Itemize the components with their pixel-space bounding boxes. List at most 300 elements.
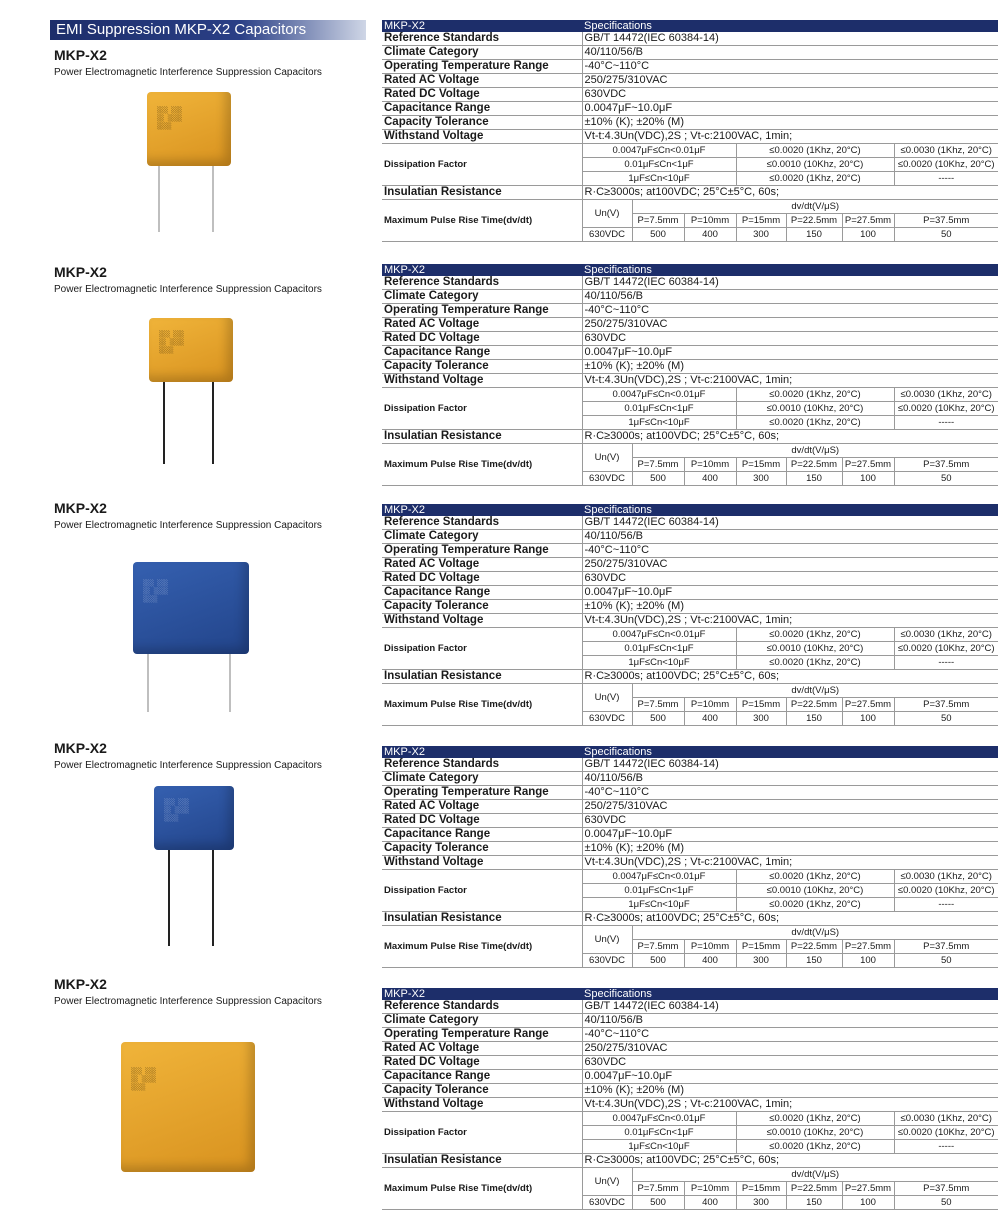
dvdt-value: 300 (736, 954, 786, 968)
pitch-cell: P=37.5mm (894, 698, 998, 712)
spec-label: Reference Standards (382, 32, 582, 46)
dvdt-value: 100 (842, 712, 894, 726)
pitch-cell: P=7.5mm (632, 698, 684, 712)
spec-row (382, 572, 998, 586)
spec-label: Maximum Pulse Rise Time(dv/dt) (382, 200, 582, 242)
un-label: Un(V) (582, 1168, 632, 1196)
pitch-cell: P=7.5mm (632, 214, 684, 228)
pitch-cell: P=15mm (736, 214, 786, 228)
df-value-alt: ≤0.0020 (10Khz, 20°C) (894, 884, 998, 898)
spec-row (382, 1014, 998, 1028)
product-heading (54, 264, 364, 296)
spec-value: 250/275/310VAC (582, 1042, 998, 1056)
product-heading (54, 47, 364, 79)
spec-value: 0.0047μF~10.0μF (582, 346, 998, 360)
spec-row (382, 74, 998, 88)
dvdt-value: 50 (894, 228, 998, 242)
spec-value: GB/T 14472(IEC 60384-14) (582, 276, 998, 290)
spec-value: 0.0047μF~10.0μF (582, 102, 998, 116)
spec-row (382, 130, 998, 144)
dvdt-value: 150 (786, 472, 842, 486)
spec-value: 0.0047μF~10.0μF (582, 586, 998, 600)
pitch-cell: P=27.5mm (842, 698, 894, 712)
un-label: Un(V) (582, 200, 632, 228)
spec-value: Vt-t:4.3Un(VDC),2S ; Vt-c:2100VAC, 1min; (582, 856, 998, 870)
product-heading (54, 500, 364, 532)
table-header (382, 988, 998, 1000)
pitch-cell: P=37.5mm (894, 214, 998, 228)
df-value: ≤0.0010 (10Khz, 20°C) (736, 1126, 894, 1140)
spec-label: Capacitance Range (382, 346, 582, 360)
df-value-alt: ----- (894, 656, 998, 670)
spec-row (382, 1042, 998, 1056)
spec-value: ±10% (K); ±20% (M) (582, 600, 998, 614)
capacitor-marking: ░░░ ░░░ ░░ ░░░░ ░░░░ (131, 1068, 157, 1091)
dvdt-label: dv/dt(V/μS) (632, 684, 998, 698)
spec-label: Rated AC Voltage (382, 318, 582, 332)
dvdt-value: 500 (632, 1196, 684, 1210)
spec-label: Climate Category (382, 772, 582, 786)
capacitor-lead (147, 652, 149, 712)
capacitor-marking: ░░░ ░░░ ░░ ░░░░ ░░░░ (159, 331, 185, 354)
dvdt-value: 150 (786, 712, 842, 726)
spec-value: 40/110/56/B (582, 46, 998, 60)
df-range: 0.01μF≤Cn<1μF (582, 642, 736, 656)
spec-label: Capacity Tolerance (382, 1084, 582, 1098)
spec-table (382, 264, 998, 486)
spec-row (382, 856, 998, 870)
spec-row (382, 842, 998, 856)
un-value: 630VDC (582, 228, 632, 242)
spec-label: Operating Temperature Range (382, 60, 582, 74)
df-value: ≤0.0020 (1Khz, 20°C) (736, 1140, 894, 1154)
spec-label: Reference Standards (382, 276, 582, 290)
spec-row (382, 786, 998, 800)
pitch-cell: P=22.5mm (786, 1182, 842, 1196)
pitch-cell: P=37.5mm (894, 1182, 998, 1196)
capacitor-marking: ░░░ ░░░ ░░ ░░░░ ░░░░ (143, 580, 169, 603)
spec-row (382, 758, 998, 772)
spec-label: Capacity Tolerance (382, 842, 582, 856)
spec-label: Dissipation Factor (382, 144, 582, 186)
spec-value: 0.0047μF~10.0μF (582, 828, 998, 842)
dvdt-value: 300 (736, 228, 786, 242)
capacitor-marking: ░░░ ░░░ ░░ ░░░░ ░░░░ (157, 107, 183, 130)
dvdt-value: 300 (736, 1196, 786, 1210)
spec-label: Capacitance Range (382, 1070, 582, 1084)
dvdt-value: 50 (894, 472, 998, 486)
spec-label: Capacity Tolerance (382, 116, 582, 130)
spec-label: Climate Category (382, 530, 582, 544)
pitch-cell: P=10mm (684, 1182, 736, 1196)
spec-value: 40/110/56/B (582, 1014, 998, 1028)
dvdt-value: 500 (632, 712, 684, 726)
spec-value: GB/T 14472(IEC 60384-14) (582, 758, 998, 772)
df-range: 1μF≤Cn<10μF (582, 416, 736, 430)
pitch-cell: P=15mm (736, 458, 786, 472)
dvdt-value: 400 (684, 712, 736, 726)
header-spec: Specifications (582, 746, 998, 758)
spec-label: Maximum Pulse Rise Time(dv/dt) (382, 684, 582, 726)
spec-table (382, 746, 998, 968)
dvdt-value: 150 (786, 954, 842, 968)
df-value: ≤0.0020 (1Khz, 20°C) (736, 898, 894, 912)
spec-row (382, 516, 998, 530)
df-value-alt: ≤0.0020 (10Khz, 20°C) (894, 1126, 998, 1140)
df-value-alt: ----- (894, 416, 998, 430)
spec-label: Capacitance Range (382, 828, 582, 842)
spec-table (382, 20, 998, 242)
spec-row (382, 828, 998, 842)
dvdt-value: 500 (632, 228, 684, 242)
spec-value: -40°C~110°C (582, 786, 998, 800)
spec-value: R·C≥3000s; at100VDC; 25°C±5°C, 60s; (582, 186, 998, 200)
spec-label: Dissipation Factor (382, 628, 582, 670)
spec-value: 630VDC (582, 1056, 998, 1070)
spec-value: 250/275/310VAC (582, 74, 998, 88)
spec-label: Capacitance Range (382, 586, 582, 600)
spec-label: Operating Temperature Range (382, 1028, 582, 1042)
df-range: 0.0047μF≤Cn<0.01μF (582, 628, 736, 642)
page-banner: EMI Suppression MKP-X2 Capacitors (50, 20, 366, 40)
pulse-row (382, 444, 998, 458)
pitch-cell: P=22.5mm (786, 458, 842, 472)
df-value-alt: ≤0.0020 (10Khz, 20°C) (894, 402, 998, 416)
un-label: Un(V) (582, 926, 632, 954)
pitch-cell: P=27.5mm (842, 214, 894, 228)
capacitor-lead (229, 652, 231, 712)
df-value-alt: ≤0.0030 (1Khz, 20°C) (894, 388, 998, 402)
spec-label: Operating Temperature Range (382, 786, 582, 800)
pitch-cell: P=27.5mm (842, 1182, 894, 1196)
spec-value: -40°C~110°C (582, 1028, 998, 1042)
spec-value: 40/110/56/B (582, 290, 998, 304)
spec-label: Withstand Voltage (382, 856, 582, 870)
spec-value: GB/T 14472(IEC 60384-14) (582, 1000, 998, 1014)
dvdt-value: 50 (894, 954, 998, 968)
df-range: 0.0047μF≤Cn<0.01μF (582, 144, 736, 158)
spec-value: R·C≥3000s; at100VDC; 25°C±5°C, 60s; (582, 1154, 998, 1168)
pitch-cell: P=7.5mm (632, 1182, 684, 1196)
header-model: MKP-X2 (382, 264, 582, 276)
df-value-alt: ----- (894, 1140, 998, 1154)
product-subtitle: Power Electromagnetic Interference Suppression Capacitors (54, 996, 322, 1007)
spec-table (382, 988, 998, 1210)
capacitor-lead (158, 164, 160, 232)
model-name: MKP-X2 (54, 740, 107, 756)
capacitor-body (149, 318, 233, 382)
df-row (382, 144, 998, 158)
df-value-alt: ----- (894, 172, 998, 186)
df-value: ≤0.0010 (10Khz, 20°C) (736, 642, 894, 656)
header-spec: Specifications (582, 264, 998, 276)
product-subtitle: Power Electromagnetic Interference Suppression Capacitors (54, 760, 322, 771)
spec-value: 40/110/56/B (582, 772, 998, 786)
df-row (382, 628, 998, 642)
header-spec: Specifications (582, 504, 998, 516)
pulse-row (382, 1168, 998, 1182)
spec-value: Vt-t:4.3Un(VDC),2S ; Vt-c:2100VAC, 1min; (582, 374, 998, 388)
pitch-cell: P=10mm (684, 698, 736, 712)
spec-label: Operating Temperature Range (382, 304, 582, 318)
pitch-cell: P=37.5mm (894, 940, 998, 954)
spec-row (382, 32, 998, 46)
df-range: 0.01μF≤Cn<1μF (582, 402, 736, 416)
model-name: MKP-X2 (54, 976, 107, 992)
capacitor-body (147, 92, 231, 166)
spec-row (382, 46, 998, 60)
dvdt-label: dv/dt(V/μS) (632, 1168, 998, 1182)
spec-label: Rated DC Voltage (382, 814, 582, 828)
df-row (382, 870, 998, 884)
spec-label: Rated AC Voltage (382, 1042, 582, 1056)
df-value: ≤0.0020 (1Khz, 20°C) (736, 870, 894, 884)
spec-row (382, 374, 998, 388)
spec-row (382, 102, 998, 116)
spec-row (382, 1154, 998, 1168)
spec-label: Dissipation Factor (382, 870, 582, 912)
spec-label: Rated DC Voltage (382, 332, 582, 346)
spec-row (382, 1000, 998, 1014)
capacitor-marking: ░░░ ░░░ ░░ ░░░░ ░░░░ (164, 799, 190, 822)
spec-value: 630VDC (582, 88, 998, 102)
spec-row (382, 346, 998, 360)
spec-value: 630VDC (582, 332, 998, 346)
df-range: 0.0047μF≤Cn<0.01μF (582, 870, 736, 884)
spec-value: 250/275/310VAC (582, 318, 998, 332)
spec-label: Insulatian Resistance (382, 670, 582, 684)
table-header (382, 504, 998, 516)
spec-row (382, 60, 998, 74)
df-value-alt: ≤0.0030 (1Khz, 20°C) (894, 1112, 998, 1126)
spec-value: -40°C~110°C (582, 304, 998, 318)
header-model: MKP-X2 (382, 20, 582, 32)
capacitor-lead (163, 380, 165, 464)
spec-value: ±10% (K); ±20% (M) (582, 360, 998, 374)
df-value-alt: ≤0.0020 (10Khz, 20°C) (894, 642, 998, 656)
spec-label: Rated AC Voltage (382, 558, 582, 572)
dvdt-label: dv/dt(V/μS) (632, 444, 998, 458)
dvdt-value: 300 (736, 472, 786, 486)
spec-value: -40°C~110°C (582, 60, 998, 74)
un-value: 630VDC (582, 712, 632, 726)
capacitor-body (121, 1042, 255, 1172)
spec-row (382, 772, 998, 786)
spec-label: Maximum Pulse Rise Time(dv/dt) (382, 1168, 582, 1210)
spec-label: Withstand Voltage (382, 374, 582, 388)
pulse-row (382, 200, 998, 214)
df-value: ≤0.0010 (10Khz, 20°C) (736, 158, 894, 172)
df-value-alt: ≤0.0030 (1Khz, 20°C) (894, 870, 998, 884)
spec-label: Withstand Voltage (382, 614, 582, 628)
dvdt-value: 500 (632, 954, 684, 968)
un-label: Un(V) (582, 684, 632, 712)
spec-row (382, 600, 998, 614)
product-heading (54, 740, 364, 772)
pitch-cell: P=22.5mm (786, 940, 842, 954)
spec-row (382, 800, 998, 814)
pitch-cell: P=15mm (736, 698, 786, 712)
spec-label: Climate Category (382, 290, 582, 304)
dvdt-value: 400 (684, 954, 736, 968)
product-heading (54, 976, 364, 1008)
product-subtitle: Power Electromagnetic Interference Suppression Capacitors (54, 284, 322, 295)
capacitor-lead (212, 848, 214, 946)
df-range: 1μF≤Cn<10μF (582, 172, 736, 186)
pitch-cell: P=27.5mm (842, 940, 894, 954)
spec-value: R·C≥3000s; at100VDC; 25°C±5°C, 60s; (582, 670, 998, 684)
un-value: 630VDC (582, 472, 632, 486)
spec-row (382, 318, 998, 332)
spec-value: R·C≥3000s; at100VDC; 25°C±5°C, 60s; (582, 430, 998, 444)
pitch-cell: P=22.5mm (786, 214, 842, 228)
capacitor-lead (212, 380, 214, 464)
pitch-cell: P=10mm (684, 214, 736, 228)
spec-value: Vt-t:4.3Un(VDC),2S ; Vt-c:2100VAC, 1min; (582, 1098, 998, 1112)
spec-value: -40°C~110°C (582, 544, 998, 558)
df-value: ≤0.0020 (1Khz, 20°C) (736, 388, 894, 402)
spec-label: Reference Standards (382, 758, 582, 772)
df-value-alt: ≤0.0020 (10Khz, 20°C) (894, 158, 998, 172)
capacitor-body (154, 786, 234, 850)
spec-label: Climate Category (382, 46, 582, 60)
spec-row (382, 586, 998, 600)
spec-row (382, 558, 998, 572)
spec-row (382, 1084, 998, 1098)
spec-row (382, 332, 998, 346)
df-value: ≤0.0020 (1Khz, 20°C) (736, 144, 894, 158)
spec-row (382, 1028, 998, 1042)
dvdt-value: 300 (736, 712, 786, 726)
spec-label: Capacity Tolerance (382, 600, 582, 614)
dvdt-label: dv/dt(V/μS) (632, 200, 998, 214)
spec-row (382, 304, 998, 318)
pitch-cell: P=27.5mm (842, 458, 894, 472)
spec-row (382, 1098, 998, 1112)
spec-label: Capacity Tolerance (382, 360, 582, 374)
df-value: ≤0.0020 (1Khz, 20°C) (736, 656, 894, 670)
spec-label: Insulatian Resistance (382, 912, 582, 926)
spec-row (382, 912, 998, 926)
df-value: ≤0.0020 (1Khz, 20°C) (736, 416, 894, 430)
spec-label: Insulatian Resistance (382, 1154, 582, 1168)
spec-row (382, 116, 998, 130)
df-range: 0.01μF≤Cn<1μF (582, 1126, 736, 1140)
spec-value: ±10% (K); ±20% (M) (582, 842, 998, 856)
spec-value: 0.0047μF~10.0μF (582, 1070, 998, 1084)
spec-row (382, 360, 998, 374)
spec-label: Withstand Voltage (382, 130, 582, 144)
spec-row (382, 186, 998, 200)
spec-row (382, 430, 998, 444)
spec-label: Operating Temperature Range (382, 544, 582, 558)
table-header (382, 20, 998, 32)
dvdt-value: 50 (894, 1196, 998, 1210)
spec-row (382, 670, 998, 684)
df-value: ≤0.0010 (10Khz, 20°C) (736, 884, 894, 898)
spec-value: ±10% (K); ±20% (M) (582, 1084, 998, 1098)
df-value: ≤0.0020 (1Khz, 20°C) (736, 172, 894, 186)
dvdt-value: 400 (684, 1196, 736, 1210)
df-value-alt: ≤0.0030 (1Khz, 20°C) (894, 144, 998, 158)
product-subtitle: Power Electromagnetic Interference Suppression Capacitors (54, 520, 322, 531)
header-spec: Specifications (582, 20, 998, 32)
spec-value: GB/T 14472(IEC 60384-14) (582, 32, 998, 46)
spec-label: Rated DC Voltage (382, 1056, 582, 1070)
un-label: Un(V) (582, 444, 632, 472)
un-value: 630VDC (582, 1196, 632, 1210)
dvdt-value: 100 (842, 1196, 894, 1210)
df-range: 0.01μF≤Cn<1μF (582, 884, 736, 898)
header-spec: Specifications (582, 988, 998, 1000)
pitch-cell: P=10mm (684, 458, 736, 472)
capacitor-lead (168, 848, 170, 946)
spec-table (382, 504, 998, 726)
spec-value: GB/T 14472(IEC 60384-14) (582, 516, 998, 530)
dvdt-value: 150 (786, 228, 842, 242)
spec-label: Maximum Pulse Rise Time(dv/dt) (382, 444, 582, 486)
dvdt-value: 50 (894, 712, 998, 726)
spec-label: Rated AC Voltage (382, 74, 582, 88)
spec-label: Insulatian Resistance (382, 186, 582, 200)
pulse-row (382, 926, 998, 940)
table-header (382, 264, 998, 276)
pitch-cell: P=15mm (736, 1182, 786, 1196)
spec-value: 250/275/310VAC (582, 800, 998, 814)
df-range: 0.01μF≤Cn<1μF (582, 158, 736, 172)
dvdt-label: dv/dt(V/μS) (632, 926, 998, 940)
spec-row (382, 814, 998, 828)
pitch-cell: P=7.5mm (632, 458, 684, 472)
spec-value: 250/275/310VAC (582, 558, 998, 572)
spec-value: 40/110/56/B (582, 530, 998, 544)
spec-label: Rated DC Voltage (382, 572, 582, 586)
df-row (382, 1112, 998, 1126)
dvdt-value: 100 (842, 228, 894, 242)
pitch-cell: P=10mm (684, 940, 736, 954)
spec-row (382, 614, 998, 628)
spec-label: Dissipation Factor (382, 1112, 582, 1154)
spec-row (382, 530, 998, 544)
df-range: 1μF≤Cn<10μF (582, 656, 736, 670)
model-name: MKP-X2 (54, 47, 107, 63)
spec-label: Rated DC Voltage (382, 88, 582, 102)
product-subtitle: Power Electromagnetic Interference Suppression Capacitors (54, 67, 322, 78)
header-model: MKP-X2 (382, 988, 582, 1000)
spec-label: Maximum Pulse Rise Time(dv/dt) (382, 926, 582, 968)
un-value: 630VDC (582, 954, 632, 968)
header-model: MKP-X2 (382, 504, 582, 516)
df-range: 0.0047μF≤Cn<0.01μF (582, 388, 736, 402)
pitch-cell: P=37.5mm (894, 458, 998, 472)
spec-row (382, 1056, 998, 1070)
spec-label: Climate Category (382, 1014, 582, 1028)
df-row (382, 388, 998, 402)
header-model: MKP-X2 (382, 746, 582, 758)
spec-value: 630VDC (582, 814, 998, 828)
spec-value: R·C≥3000s; at100VDC; 25°C±5°C, 60s; (582, 912, 998, 926)
spec-label: Reference Standards (382, 1000, 582, 1014)
capacitor-lead (212, 164, 214, 232)
spec-value: Vt-t:4.3Un(VDC),2S ; Vt-c:2100VAC, 1min; (582, 614, 998, 628)
df-range: 1μF≤Cn<10μF (582, 1140, 736, 1154)
dvdt-value: 400 (684, 228, 736, 242)
spec-row (382, 290, 998, 304)
capacitor-body (133, 562, 249, 654)
pulse-row (382, 684, 998, 698)
df-value: ≤0.0020 (1Khz, 20°C) (736, 628, 894, 642)
spec-value: ±10% (K); ±20% (M) (582, 116, 998, 130)
